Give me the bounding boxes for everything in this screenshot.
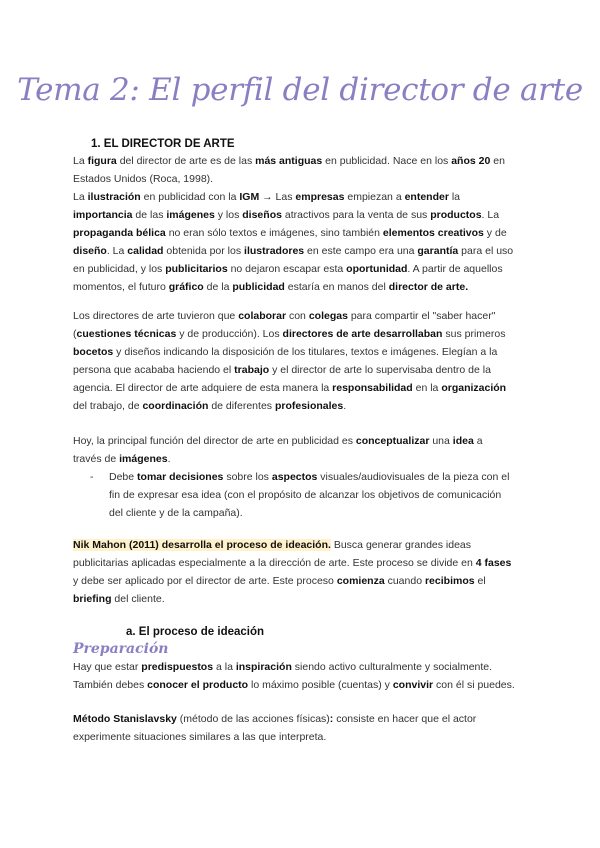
bold-term: publicidad bbox=[232, 281, 285, 293]
text-line bbox=[73, 504, 533, 522]
text-run: no dejaron escapar esta bbox=[227, 263, 347, 275]
text-run: en bbox=[490, 155, 505, 167]
text-run: agencia. El director de arte adquiere de esta manera la bbox=[73, 382, 333, 394]
text-line bbox=[73, 325, 533, 343]
text-run: de la bbox=[203, 281, 233, 293]
text-run: empiezan a bbox=[344, 191, 405, 203]
text-line bbox=[73, 260, 533, 278]
highlighted-text: Nik Mahon (2011) desarrolla el proceso de ideación. bbox=[73, 539, 331, 551]
text-run: a la bbox=[213, 661, 236, 673]
page-title: Tema 2: El perfil del director de arte bbox=[17, 72, 583, 108]
text-run: la bbox=[448, 191, 461, 203]
text-run: . A partir de aquellos bbox=[407, 263, 503, 275]
text-run: en la bbox=[412, 382, 442, 394]
text-run: del cliente y de la campaña). bbox=[109, 507, 243, 519]
text-run: con bbox=[286, 310, 309, 322]
text-run: atractivos para la venta de sus bbox=[281, 209, 431, 221]
text-line bbox=[73, 572, 533, 590]
text-run: de las bbox=[132, 209, 167, 221]
bold-term: inspiración bbox=[235, 661, 292, 673]
text-line bbox=[73, 224, 533, 242]
text-line bbox=[73, 450, 533, 468]
text-run: publicitarias aplicadas especialmente a la dirección de arte. Este proceso se divide en bbox=[73, 557, 476, 569]
bold-term: propaganda bélica bbox=[73, 227, 166, 239]
text-run: momentos, el futuro bbox=[73, 281, 169, 293]
text-run: obtenida por los bbox=[163, 245, 245, 257]
text-run: Estados Unidos (Roca, 1998). bbox=[73, 173, 214, 185]
text-run: Los directores de arte tuvieron que bbox=[73, 310, 239, 322]
bold-term: responsabilidad bbox=[332, 382, 413, 394]
subsection-heading-ideation: a. El proceso de ideación bbox=[126, 626, 265, 638]
text-run: con él si puedes. bbox=[433, 679, 515, 691]
text-run: para el uso bbox=[458, 245, 514, 257]
text-line bbox=[73, 278, 533, 296]
text-line bbox=[73, 307, 533, 325]
bold-term: colaborar bbox=[238, 310, 287, 322]
text-line bbox=[73, 343, 533, 361]
text-run: en este campo era una bbox=[304, 245, 418, 257]
text-run: y diseños indicando la disposición de los titulares, textos e imágenes. Elegían a la bbox=[113, 346, 498, 358]
text-run: . bbox=[343, 400, 347, 412]
text-line bbox=[73, 590, 533, 608]
text-run: persona que acababa haciendo el bbox=[73, 364, 235, 376]
bold-term: directores de arte desarrollaban bbox=[282, 328, 443, 340]
bold-term: figura bbox=[87, 155, 117, 167]
bold-term: recibimos bbox=[424, 575, 475, 587]
text-run: en publicidad, y los bbox=[73, 263, 166, 275]
text-line bbox=[73, 676, 533, 694]
text-line bbox=[73, 658, 533, 676]
text-line bbox=[73, 152, 533, 170]
text-run: no eran sólo textos e imágenes, sino también bbox=[165, 227, 383, 239]
bold-term: garantía bbox=[417, 245, 459, 257]
text-line bbox=[73, 242, 533, 260]
text-run: una bbox=[429, 435, 453, 447]
bold-term: 4 fases bbox=[475, 557, 512, 569]
bold-term: oportunidad bbox=[346, 263, 408, 275]
text-line bbox=[73, 361, 533, 379]
text-line bbox=[73, 206, 533, 224]
text-run: para compartir el "saber hacer" bbox=[347, 310, 496, 322]
bold-term: importancia bbox=[73, 209, 133, 221]
text-run: a bbox=[473, 435, 483, 447]
text-line bbox=[73, 397, 533, 415]
text-run: consiste en hacer que el actor bbox=[333, 713, 477, 725]
text-run: lo máximo posible (cuentas) y bbox=[248, 679, 393, 691]
bold-term: bocetos bbox=[73, 346, 114, 358]
bold-term: director de arte. bbox=[388, 281, 469, 293]
bold-term: años bbox=[451, 155, 476, 167]
bold-term: elementos creativos bbox=[382, 227, 484, 239]
text-line bbox=[73, 432, 533, 450]
text-run: sobre los bbox=[223, 471, 272, 483]
text-run: La bbox=[73, 191, 88, 203]
bold-term: coordinación bbox=[142, 400, 209, 412]
text-run: La bbox=[73, 155, 88, 167]
text-line bbox=[73, 554, 533, 572]
text-line bbox=[73, 170, 533, 188]
text-run: Hoy, la principal función del director de arte en publicidad es bbox=[73, 435, 356, 447]
bold-term: 20 bbox=[478, 155, 491, 167]
text-run: y de bbox=[483, 227, 507, 239]
text-run: del director de arte es de las bbox=[116, 155, 256, 167]
text-line bbox=[73, 188, 533, 206]
text-line bbox=[73, 486, 533, 504]
bold-term: más antiguas bbox=[255, 155, 323, 167]
text-run: (método de las acciones físicas) bbox=[176, 713, 330, 725]
text-run: del trabajo, de bbox=[73, 400, 143, 412]
paragraph-stanislavsky bbox=[73, 710, 533, 746]
text-line bbox=[73, 468, 533, 486]
bold-term: publicitarios bbox=[165, 263, 228, 275]
bold-term: conocer el producto bbox=[147, 679, 249, 691]
list-dash: - bbox=[90, 471, 94, 483]
text-run: fin de expresar esa idea (con el propósito de alcanzar los objetivos de comunicación bbox=[109, 489, 502, 501]
text-run: sus primeros bbox=[442, 328, 506, 340]
text-run: en publicidad. Nace en los bbox=[322, 155, 452, 167]
text-line bbox=[73, 379, 533, 397]
bold-term: imágenes bbox=[119, 453, 168, 465]
text-run: . La bbox=[106, 245, 128, 257]
phase-title-preparacion: Preparación bbox=[73, 641, 169, 657]
bold-term: convivir bbox=[392, 679, 434, 691]
paragraph-preparation bbox=[73, 658, 533, 694]
bold-term: calidad bbox=[127, 245, 164, 257]
bold-term: empresas bbox=[295, 191, 345, 203]
bold-term: tomar decisiones bbox=[137, 471, 224, 483]
bold-term: Método Stanislavsky bbox=[73, 713, 177, 725]
text-run: También debes bbox=[73, 679, 148, 691]
bold-term: gráfico bbox=[168, 281, 204, 293]
bold-term: diseño bbox=[73, 245, 107, 257]
text-run: y debe ser aplicado por el director de arte. Este proceso bbox=[73, 575, 337, 587]
text-run: el bbox=[474, 575, 486, 587]
bold-term: comienza bbox=[336, 575, 385, 587]
paragraph-ideation-process bbox=[73, 536, 533, 608]
text-run: Hay que estar bbox=[73, 661, 142, 673]
text-run: y el director de arte lo supervisaba dentro de la bbox=[269, 364, 491, 376]
text-run: . bbox=[167, 453, 171, 465]
text-run: ( bbox=[73, 328, 77, 340]
text-run: Busca generar grandes ideas bbox=[330, 539, 472, 551]
bold-term: idea bbox=[452, 435, 474, 447]
text-run: y de producción). Los bbox=[176, 328, 283, 340]
bold-term: aspectos bbox=[271, 471, 318, 483]
bullet-list bbox=[73, 468, 533, 522]
bold-term: trabajo bbox=[234, 364, 270, 376]
text-run: experimente situaciones similares a las que interpreta. bbox=[73, 731, 327, 743]
text-run: y los bbox=[214, 209, 243, 221]
bold-term: productos bbox=[430, 209, 482, 221]
text-line bbox=[73, 536, 533, 554]
bold-term: : bbox=[329, 713, 334, 725]
list-item bbox=[73, 468, 533, 522]
text-run: través de bbox=[73, 453, 120, 465]
text-run: del cliente. bbox=[111, 593, 165, 605]
text-run: estaría en manos del bbox=[284, 281, 389, 293]
bold-term: ilustradores bbox=[244, 245, 305, 257]
bold-term: ilustración bbox=[87, 191, 141, 203]
bold-term: diseños bbox=[242, 209, 282, 221]
text-run: siendo activo culturalmente y socialmente. bbox=[291, 661, 493, 673]
bold-term: cuestiones técnicas bbox=[76, 328, 177, 340]
bold-term: profesionales bbox=[274, 400, 344, 412]
text-line bbox=[73, 710, 533, 728]
text-run: cuando bbox=[384, 575, 425, 587]
text-run: → Las bbox=[259, 191, 296, 203]
bold-term: colegas bbox=[308, 310, 348, 322]
paragraph-collaboration bbox=[73, 307, 533, 415]
text-run: en publicidad con la bbox=[140, 191, 240, 203]
bold-term: imágenes bbox=[166, 209, 215, 221]
paragraph-history bbox=[73, 152, 533, 296]
bold-term: predispuestos bbox=[141, 661, 214, 673]
text-run: visuales/audiovisuales de la pieza con el bbox=[317, 471, 510, 483]
bold-term: entender bbox=[404, 191, 449, 203]
bold-term: briefing bbox=[73, 593, 112, 605]
section-heading-director-de-arte: 1. EL DIRECTOR DE ARTE bbox=[91, 138, 235, 150]
text-run: Debe bbox=[109, 471, 138, 483]
text-line bbox=[73, 728, 533, 746]
bold-term: conceptualizar bbox=[355, 435, 430, 447]
text-run: . La bbox=[481, 209, 500, 221]
paragraph-main-function bbox=[73, 432, 533, 468]
bold-term: IGM bbox=[239, 191, 260, 203]
text-run: de diferentes bbox=[208, 400, 275, 412]
bold-term: organización bbox=[441, 382, 507, 394]
